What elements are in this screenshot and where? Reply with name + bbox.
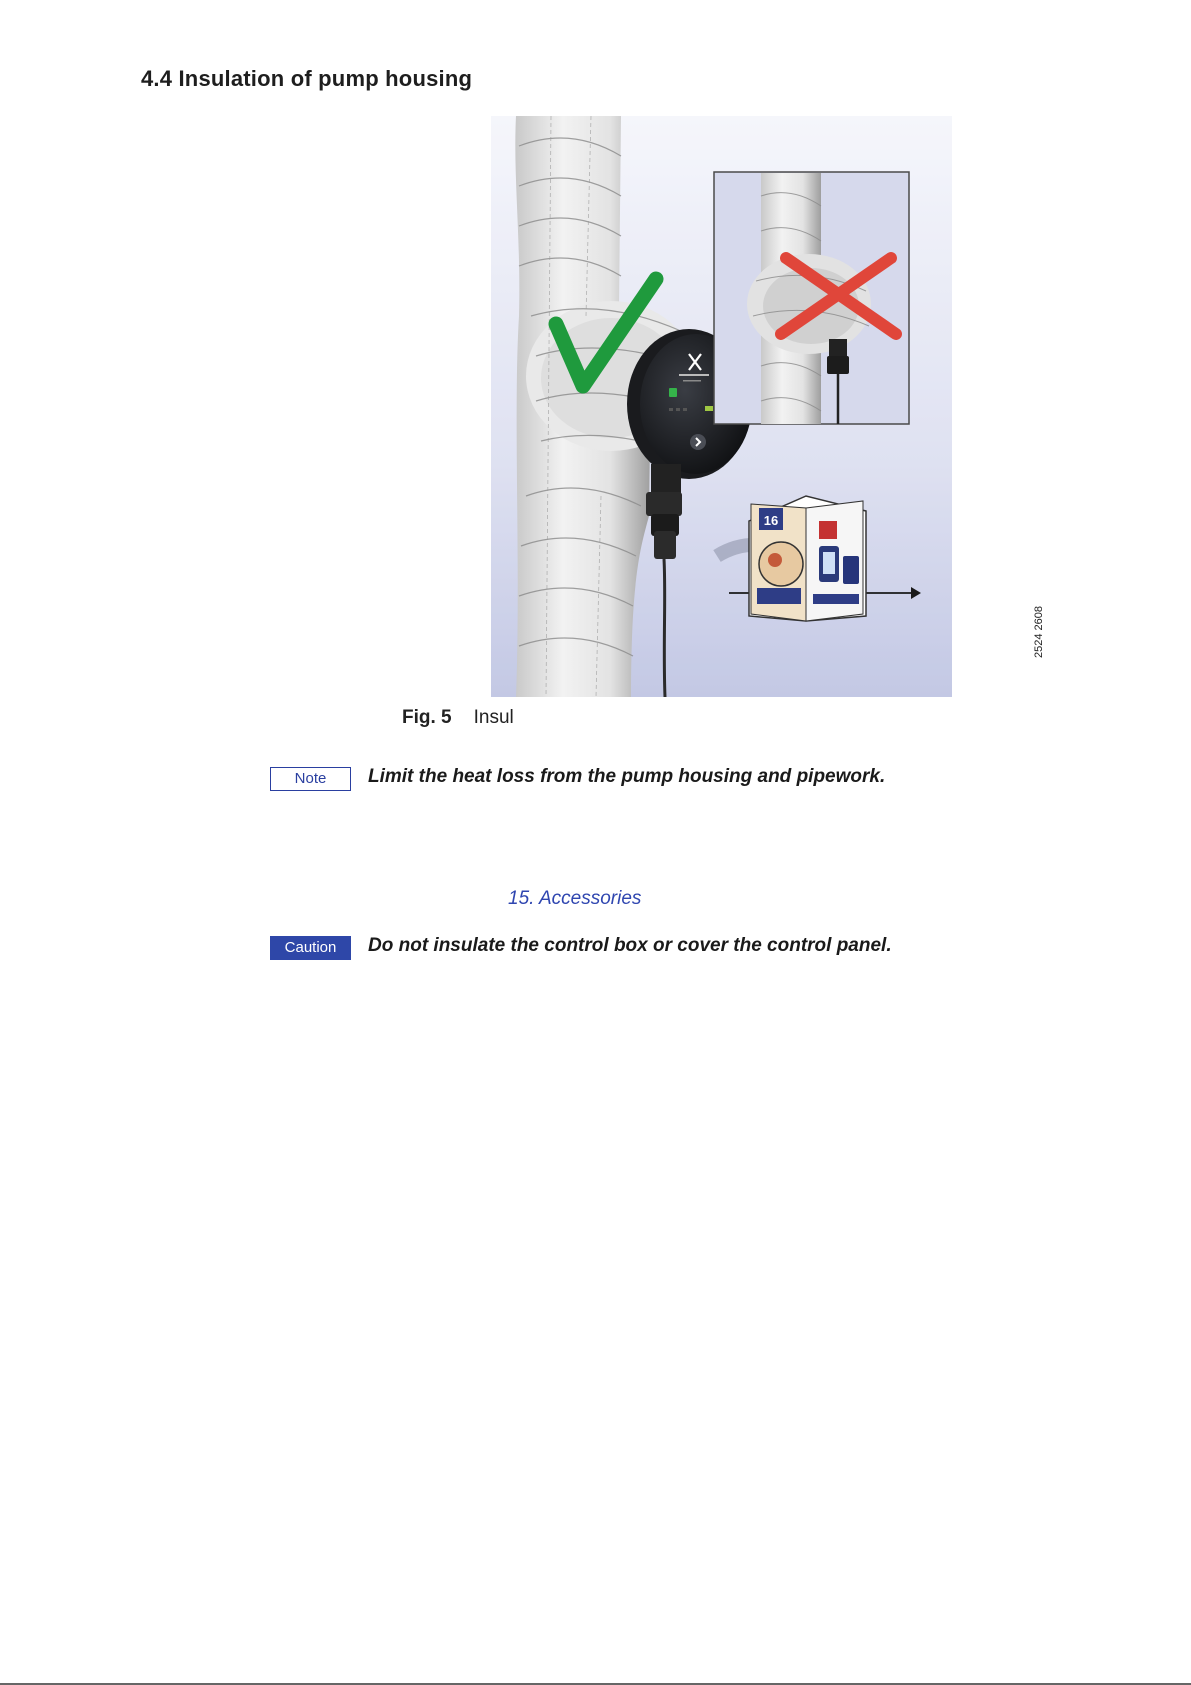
caution-badge: Caution [270, 936, 351, 960]
inset-incorrect [714, 172, 909, 424]
caution-text: Do not insulate the control box or cover the control panel. [368, 935, 892, 956]
section-heading: 4.4 Insulation of pump housing [141, 66, 473, 91]
booklet-page-number: 16 [763, 513, 779, 528]
booklet-illustration [749, 496, 866, 621]
figure-caption [402, 707, 514, 729]
figure-caption-title: Insul [473, 707, 514, 728]
note-text: Limit the heat loss from the pump housing and pipework. [368, 766, 886, 787]
note-badge: Note [270, 767, 351, 791]
figure-id-code: 2524 2608 [1033, 606, 1045, 658]
figure-insulation-illustration [491, 116, 952, 697]
accessories-link[interactable]: 15. Accessories [508, 888, 642, 909]
figure-caption-label: Fig. 5 [402, 707, 452, 728]
